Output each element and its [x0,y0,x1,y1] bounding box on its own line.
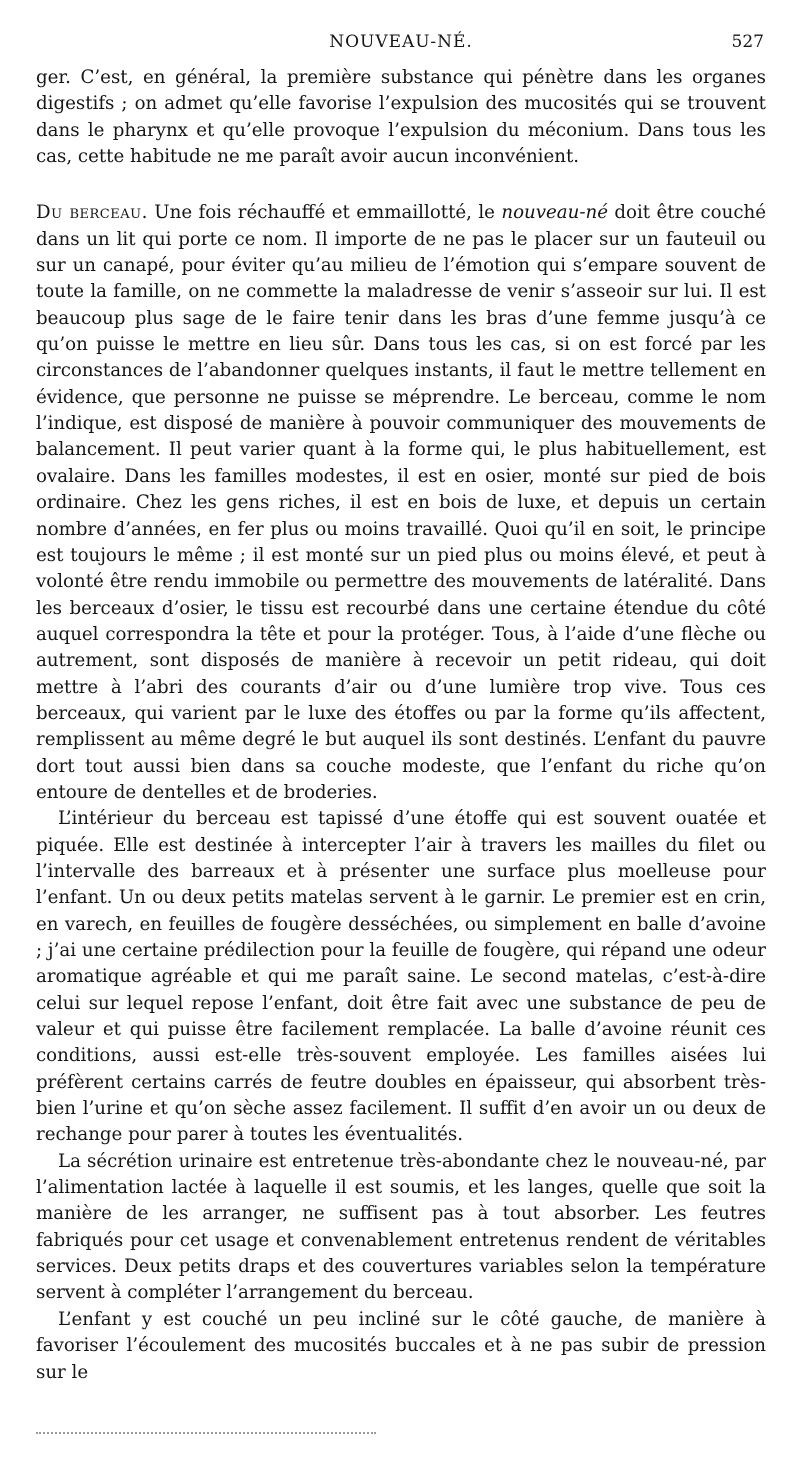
section-heading: Du berceau. [36,202,148,224]
running-title: NOUVEAU-NÉ. [329,32,473,52]
body-text [36,65,766,1386]
page-number: 527 [731,32,764,52]
paragraph-text: Une fois réchauffé et emmaillotté, le [147,202,502,224]
paragraph-berceau [36,200,766,806]
paragraph-interieur: L’intérieur du berceau est tapissé d’une étoffe qui est souvent ouatée et piquée. Elle est destinée à intercepter l’air à travers les mailles du filet ou l’intervalle des barreaux et à présenter une surface plus moelleuse pour l’enfant. Un ou deux petits matelas servent à le garnir. Le premier est en crin, en varech, en feuilles de fougère desséchées, ou simplement en balle d’avoine ; j’ai une certaine prédilection pour la feuille de fougère, qui répand une odeur aromatique agréable et qui me paraît saine. Le second matelas, c’est-à-dire celui sur lequel repose l’enfant, doit être fait avec une substance de peu de valeur et qui puisse être facilement remplacée. La balle d’avoine réunit ces conditions, aussi est-elle très-souvent employée. Les familles aisées lui préfèrent certains carrés de feutre doubles en épaisseur, qui absorbent très-bien l’urine et qu’on sèche assez facilement. Il suffit d’en avoir un ou deux de rechange pour parer à toutes les éventualités. [36,808,766,1146]
paragraph-continuation: ger. C’est, en général, la première substance qui pénètre dans les organes digestifs ; on admet qu’elle favorise l’expulsion des mucosités qui se trouvent dans le pharynx et qu’elle provoque l’expulsion du méconium. Dans tous les cas, cette habitude ne me paraît avoir aucun inconvénient. [36,67,766,168]
paragraph-gap [36,170,766,200]
footer-rule [36,1432,376,1434]
paragraph-position: L’enfant y est couché un peu incliné sur le côté gauche, de manière à favoriser l’écoulement des mucosités buccales et à ne pas subir de pression sur le [36,1308,766,1383]
paragraph-text: doit être couché dans un lit qui porte ce nom. Il importe de ne pas le placer sur un fauteuil ou sur un canapé, pour éviter qu’au milieu de l’émotion qui s’empare souvent de toute la famille, on ne commette la maladresse de venir s’asseoir sur lui. Il est beaucoup plus sage de le faire tenir dans les bras d’une femme jusqu’à ce qu’on puisse le mettre en lieu sûr. Dans tous les cas, si on est forcé par les circonstances de l’abandonner quelques instants, il faut le mettre tellement en évidence, que personne ne puisse se méprendre. Le berceau, comme le nom l’indique, est disposé de manière à pouvoir communiquer des mouvements de balancement. Il peut varier quant à la forme qui, le plus habituellement, est ovalaire. Dans les familles modestes, il est en osier, monté sur pied de bois ordinaire. Chez les gens riches, il est en bois de luxe, et depuis un certain nombre d’années, en fer plus ou moins travaillé. Quoi qu’il en soit, le principe est toujours le même ; il est monté sur un pied plus ou moins élevé, et peut à volonté être rendu immobile ou permettre des mouvements de latéralité. Dans les berceaux d’osier, le tissu est recourbé dans une certaine étendue du côté auquel correspondra la tête et pour la protéger. Tous, à l’aide d’une flèche ou autrement, sont disposés de manière à recevoir un petit rideau, qui doit mettre à l’abri des courants d’air ou d’une lumière trop vive. Tous ces berceaux, qui varient par le luxe des étoffes ou par la forme qu’ils affectent, remplissent au même degré le but auquel ils sont destinés. L’enfant du pauvre dort tout aussi bien dans sa couche modeste, que l’enfant du riche qu’on entoure de dentelles et de broderies. [36,202,766,803]
page-header [36,26,766,60]
paragraph-secretion: La sécrétion urinaire est entretenue très-abondante chez le nouveau-né, par l’alimentation lactée à laquelle il est soumis, et les langes, quelle que soit la manière de les arranger, ne suffisent pas à tout absorber. Les feutres fabriqués pour cet usage et convenablement entretenus rendent de véritables services. Deux petits draps et des couvertures variables selon la température servent à compléter l’arrangement du berceau. [36,1150,766,1304]
book-page [36,0,766,1474]
emphasized-term: nouveau-né [501,202,608,224]
